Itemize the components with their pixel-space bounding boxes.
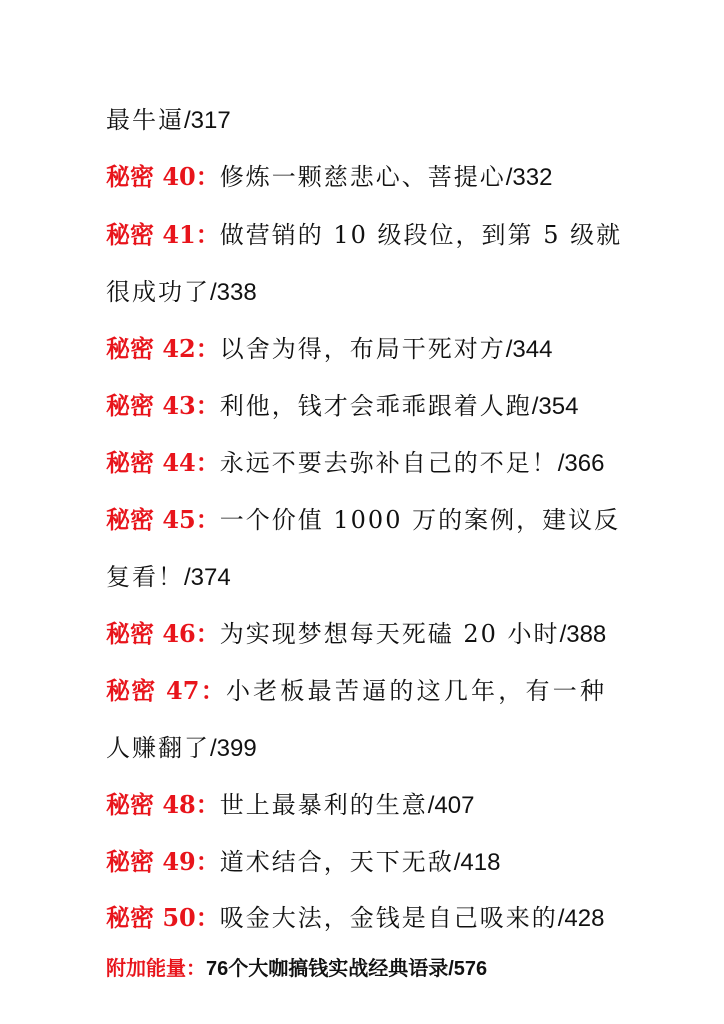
toc-line-continuation-399: 人赚翻了/399 — [106, 734, 257, 762]
toc-entry-46: 秘密 46：为实现梦想每天死磕 20 小时/388 — [106, 619, 607, 648]
bonus-text: 76个大咖搞钱实战经典语录/576 — [206, 958, 488, 980]
toc-entry-47: 秘密 47：小老板最苦逼的这几年，有一种 — [106, 676, 606, 705]
toc-entry-40: 秘密 40：修炼一颗慈悲心、菩提心/332 — [106, 162, 553, 191]
toc-entry-49: 秘密 49：道术结合，天下无敌/418 — [106, 847, 501, 876]
bonus-label: 附加能量： — [106, 958, 206, 980]
toc-bonus-entry — [106, 955, 487, 983]
toc-entry-44: 秘密 44：永远不要去弥补自己的不足！/366 — [106, 448, 605, 477]
toc-line-continuation-374: 复看！/374 — [106, 563, 231, 591]
toc-entry-43: 秘密 43：利他，钱才会乖乖跟着人跑/354 — [106, 391, 579, 420]
toc-entry-42: 秘密 42：以舍为得，布局干死对方/344 — [106, 334, 553, 363]
toc-entry-48: 秘密 48：世上最暴利的生意/407 — [106, 790, 475, 819]
toc-line-continuation-317: 最牛逼/317 — [106, 106, 231, 134]
toc-entry-50: 秘密 50：吸金大法，金钱是自己吸来的/428 — [106, 903, 605, 932]
toc-entry-45: 秘密 45：一个价值 1000 万的案例，建议反 — [106, 505, 621, 534]
toc-entry-41: 秘密 41：做营销的 10 级段位，到第 5 级就 — [106, 220, 623, 249]
toc-line-continuation-338: 很成功了/338 — [106, 278, 257, 306]
